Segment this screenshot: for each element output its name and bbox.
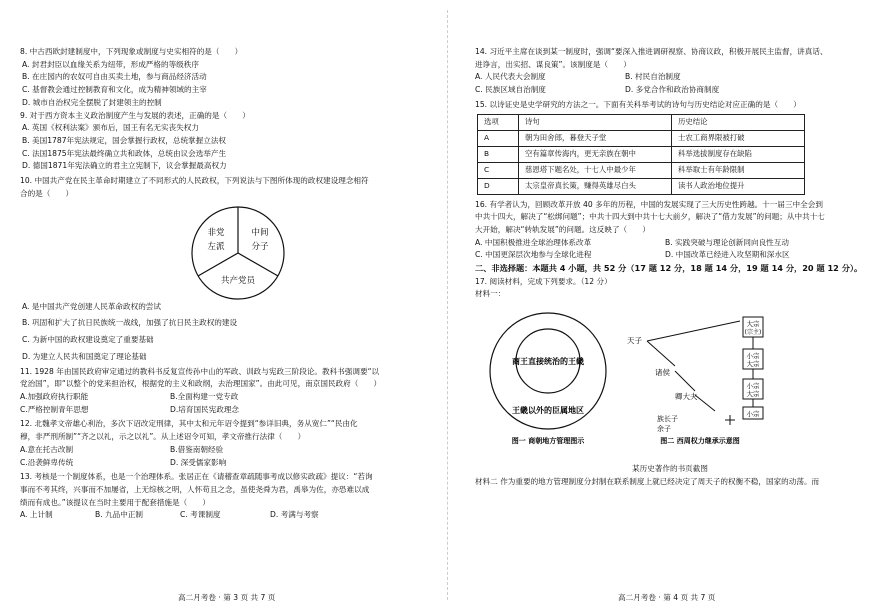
box-xiaozong-3: 小宗	[746, 410, 760, 419]
q8-option-c[interactable]: C. 基督教会通过控制教育和文化，成为精神领域的主宰	[22, 85, 207, 95]
q10-option-b[interactable]: B. 巩固和扩大了抗日民族统一战线，加强了抗日民主政权的建设	[22, 318, 238, 328]
table-row	[478, 162, 805, 178]
table-cell[interactable]: D	[478, 178, 519, 194]
table-cell[interactable]: C	[478, 162, 519, 178]
q12-line2: 穆，非严刑所制”“齐之以礼，示之以礼”。从上述诏令可知，孝文帝推行法律（ ）	[20, 432, 306, 442]
q8-option-a[interactable]: A. 封君封臣以血缘关系为纽带，形成严格的等级秩序	[22, 59, 199, 69]
table-cell: 士农工商界限被打破	[672, 130, 805, 146]
zhuhou-label: 诸侯	[655, 368, 670, 378]
q10-option-a[interactable]: A. 是中国共产党创建人民革命政权的尝试	[22, 301, 161, 311]
q13-line1: 13. 考核是一个制度体系，也是一个治理体系。张居正在《请稽查章疏随事考成以修实政疏》提议：“若询	[20, 472, 373, 482]
q14-option-c[interactable]: C. 民族区域自治制度	[475, 85, 546, 95]
q10-option-d[interactable]: D. 为建立人民共和国奠定了理论基础	[22, 351, 147, 361]
box-zongzhu: (宗主)	[744, 329, 762, 337]
q13-option-d[interactable]: D. 考满与考察	[270, 510, 319, 520]
table-cell: 科举选拔制度存在缺陷	[672, 146, 805, 162]
table-cell[interactable]: A	[478, 130, 519, 146]
q14-line2: 进诤言，出实招、谋良策”。该制度是（ ）	[475, 59, 631, 69]
section2-heading: 二、非选择题：本题共 4 小题，共 52 分（17 题 12 分，18 题 14 分，19 题 14 分，20 题 12 分）。	[475, 263, 863, 274]
box-xiaozong-1: 小宗	[746, 352, 760, 361]
q10-stem-cont: 合的是（ ）	[20, 188, 74, 198]
q14-option-d[interactable]: D. 多党合作和政治协商制度	[625, 85, 720, 95]
zhou-power-diagram	[625, 311, 775, 451]
table-header-cell: 历史结论	[672, 114, 805, 130]
q8-option-d[interactable]: D. 城市自治权完全摆脱了封建领主的控制	[22, 97, 162, 107]
q13-option-b[interactable]: B. 九品中正制	[95, 510, 144, 520]
q16-option-b[interactable]: B. 实践突破与理论创新同向良性互动	[665, 237, 789, 247]
q8-option-b[interactable]: B. 在庄园内的农奴可自由买卖土地，参与商品经济活动	[22, 72, 207, 82]
material1-label: 材料一：	[475, 289, 506, 299]
q9-option-a[interactable]: A. 英国《权利法案》颁布后，国王有名无实丧失权力	[22, 123, 199, 133]
material2-text: 材料二 作为重要的地方管理制度分封制在联系制度上就已经决定了周天子的权衡不稳，国家的动荡。而	[475, 476, 820, 486]
q11-option-b[interactable]: B.全面构建一党专政	[170, 391, 239, 401]
shang-outer-label: 王畿以外的臣属地区	[512, 406, 584, 416]
q10-figure	[20, 203, 430, 303]
source-caption: 某历史著作的书页截图	[632, 464, 708, 474]
table-cell[interactable]: B	[478, 146, 519, 162]
material1-figures	[475, 311, 865, 461]
box-xiaozong-2: 小宗	[746, 382, 760, 391]
pie-label-nonparty-1: 非党	[207, 227, 225, 238]
q9-option-b[interactable]: B. 美国1787年宪法规定，国会掌握行政权，总统掌握立法权	[22, 136, 227, 146]
q12-option-c[interactable]: C.沿袭鲜卑传统	[20, 457, 74, 467]
q12-option-b[interactable]: B.借鉴南朝经验	[170, 444, 224, 454]
zuzhangzi-label: 族长子	[657, 415, 678, 424]
pie-label-middle-1: 中间	[251, 227, 269, 238]
table-cell: 太宗皇帝真长策，赚得英雄尽白头	[519, 178, 672, 194]
zhou-caption: 图二 西周权力继承示意图	[660, 437, 740, 446]
q9-stem: 9. 对于西方资本主义政治制度产生与发展的表述，正确的是（ ）	[20, 110, 250, 120]
table-cell: 空有篇章传海内，更无亲族在朝中	[519, 146, 672, 162]
shang-inner-label: 商王直接统治的王畿	[512, 357, 584, 367]
yuzi-label: 余子	[657, 425, 671, 434]
q16-line2: 中共十四大，解决了“松绑问题”；中共十四大到中共十七大前夕，解决了“借力发展”的问题；从中共十七	[475, 212, 825, 222]
table-row	[478, 146, 805, 162]
table-cell: 慈恩塔下题名处，十七人中最少年	[519, 162, 672, 178]
q13-line3: 绩而有成也。”该提议在当时主要用于配套措施是（ ）	[20, 497, 210, 507]
table-row	[478, 178, 805, 194]
q12-line1: 12. 北魏孝文帝雄心利治，多次下诏改定刑律，其中太和元年诏令提到“参详旧典，务从宽仁”“民由化	[20, 419, 358, 429]
box-dazong-2: 大宗	[746, 360, 760, 369]
q13-option-a[interactable]: A. 上计制	[20, 510, 53, 520]
q11-option-c[interactable]: C.严格控制青年思想	[20, 404, 89, 414]
table-cell: 科举取士有年龄限制	[672, 162, 805, 178]
q14-line1: 14. 习近平主席在谈到某一制度时，强调“要深入推进调研视察、协商议政，积极开展民主监督，讲真话、	[475, 47, 828, 56]
table-header-cell: 诗句	[519, 114, 672, 130]
q9-option-d[interactable]: D. 德国1871年宪法确立的君主立宪制下，议会掌握最高权力	[22, 161, 227, 171]
q8-stem: 8. 中古西欧封建制度中，下列现象或制度与史实相符的是（ ）	[20, 47, 243, 56]
q12-option-d[interactable]: D. 深受儒家影响	[170, 457, 227, 467]
q15-stem: 15. 以诗证史是史学研究的方法之一。下面有关科举考试的诗句与历史结论对应正确的是（ ）	[475, 99, 801, 109]
q12-option-a[interactable]: A.意在托古改制	[20, 444, 74, 454]
q11-line1: 11. 1928 年由国民政府审定通过的教科书反复宣传孙中山的军政、训政与宪政三阶段论。教科书强调要“以	[20, 366, 380, 376]
q16-line3: 大开始，解决“转轨发展”的问题。这反映了（ ）	[475, 225, 650, 235]
q15-table	[477, 114, 805, 195]
box-dazong-1: 大宗	[746, 320, 760, 329]
q16-option-c[interactable]: C. 中国更深层次地参与全球化进程	[475, 250, 592, 260]
q11-line2: 党治国”，即“以整个的党来担治权，根据党的主义和政纲，去治理国家”。由此可见，南京国民政府（ ）	[20, 379, 382, 389]
q10-stem: 10. 中国共产党在民主革命时期建立了不同形式的人民政权，下列说法与下图所体现的政权建设理念相符	[20, 176, 369, 186]
q13-option-c[interactable]: C. 考课制度	[180, 510, 221, 520]
right-footer: 高二月考卷 · 第 4 页 共 7 页	[618, 593, 716, 602]
q9-option-c[interactable]: C. 法国1875年宪法最终确立共和政体，总统由议会选举产生	[22, 148, 227, 158]
left-footer: 高二月考卷 · 第 3 页 共 7 页	[178, 593, 276, 602]
q16-line1: 16. 有学者认为，回顾改革开放 40 多年的历程，中国的发展实现了三大历史性跨越。十一届三中全会到	[475, 199, 823, 209]
box-dazong-3: 大宗	[746, 390, 760, 399]
table-header-row	[478, 114, 805, 130]
pie-label-nonparty-2: 左派	[207, 241, 225, 252]
table-cell: 读书人政治地位提升	[672, 178, 805, 194]
q11-option-a[interactable]: A.加强政府执行职能	[20, 391, 89, 401]
table-header-cell: 选项	[478, 114, 519, 130]
q16-option-d[interactable]: D. 中国改革已经进入攻坚期和深水区	[665, 250, 790, 260]
table-row	[478, 130, 805, 146]
q13-line2: 事而不考其终，兴事而不加屡省，上无综核之明，人怀苟且之念，虽使尧舜为君，禹皋为佐，亦恐难以成	[20, 484, 370, 494]
q17-stem: 17. 阅读材料，完成下列要求。（12 分）	[475, 276, 612, 286]
q14-option-a[interactable]: A. 人民代表大会制度	[475, 72, 546, 82]
q16-option-a[interactable]: A. 中国积极推进全球治理体系改革	[475, 237, 592, 247]
page-divider	[447, 10, 448, 600]
shang-caption: 图一 商朝地方管理图示	[511, 437, 585, 446]
pie-label-communist: 共产党员	[220, 275, 256, 286]
shang-admin-diagram	[485, 311, 615, 451]
table-cell: 朝为田舍郎，暮登天子堂	[519, 130, 672, 146]
q11-option-d[interactable]: D.培育国民宪政理念	[170, 404, 240, 414]
pie-label-middle-2: 分子	[251, 241, 269, 252]
q10-option-c[interactable]: C. 为新中国的政权建设奠定了重要基础	[22, 335, 154, 345]
qingdafu-label: 卿大夫	[675, 392, 698, 402]
tianzi-label: 天子	[627, 336, 642, 346]
right-page	[475, 48, 865, 490]
left-page	[20, 48, 430, 520]
q14-option-b[interactable]: B. 村民自治制度	[625, 72, 681, 82]
sancai-pie-chart	[188, 203, 288, 303]
